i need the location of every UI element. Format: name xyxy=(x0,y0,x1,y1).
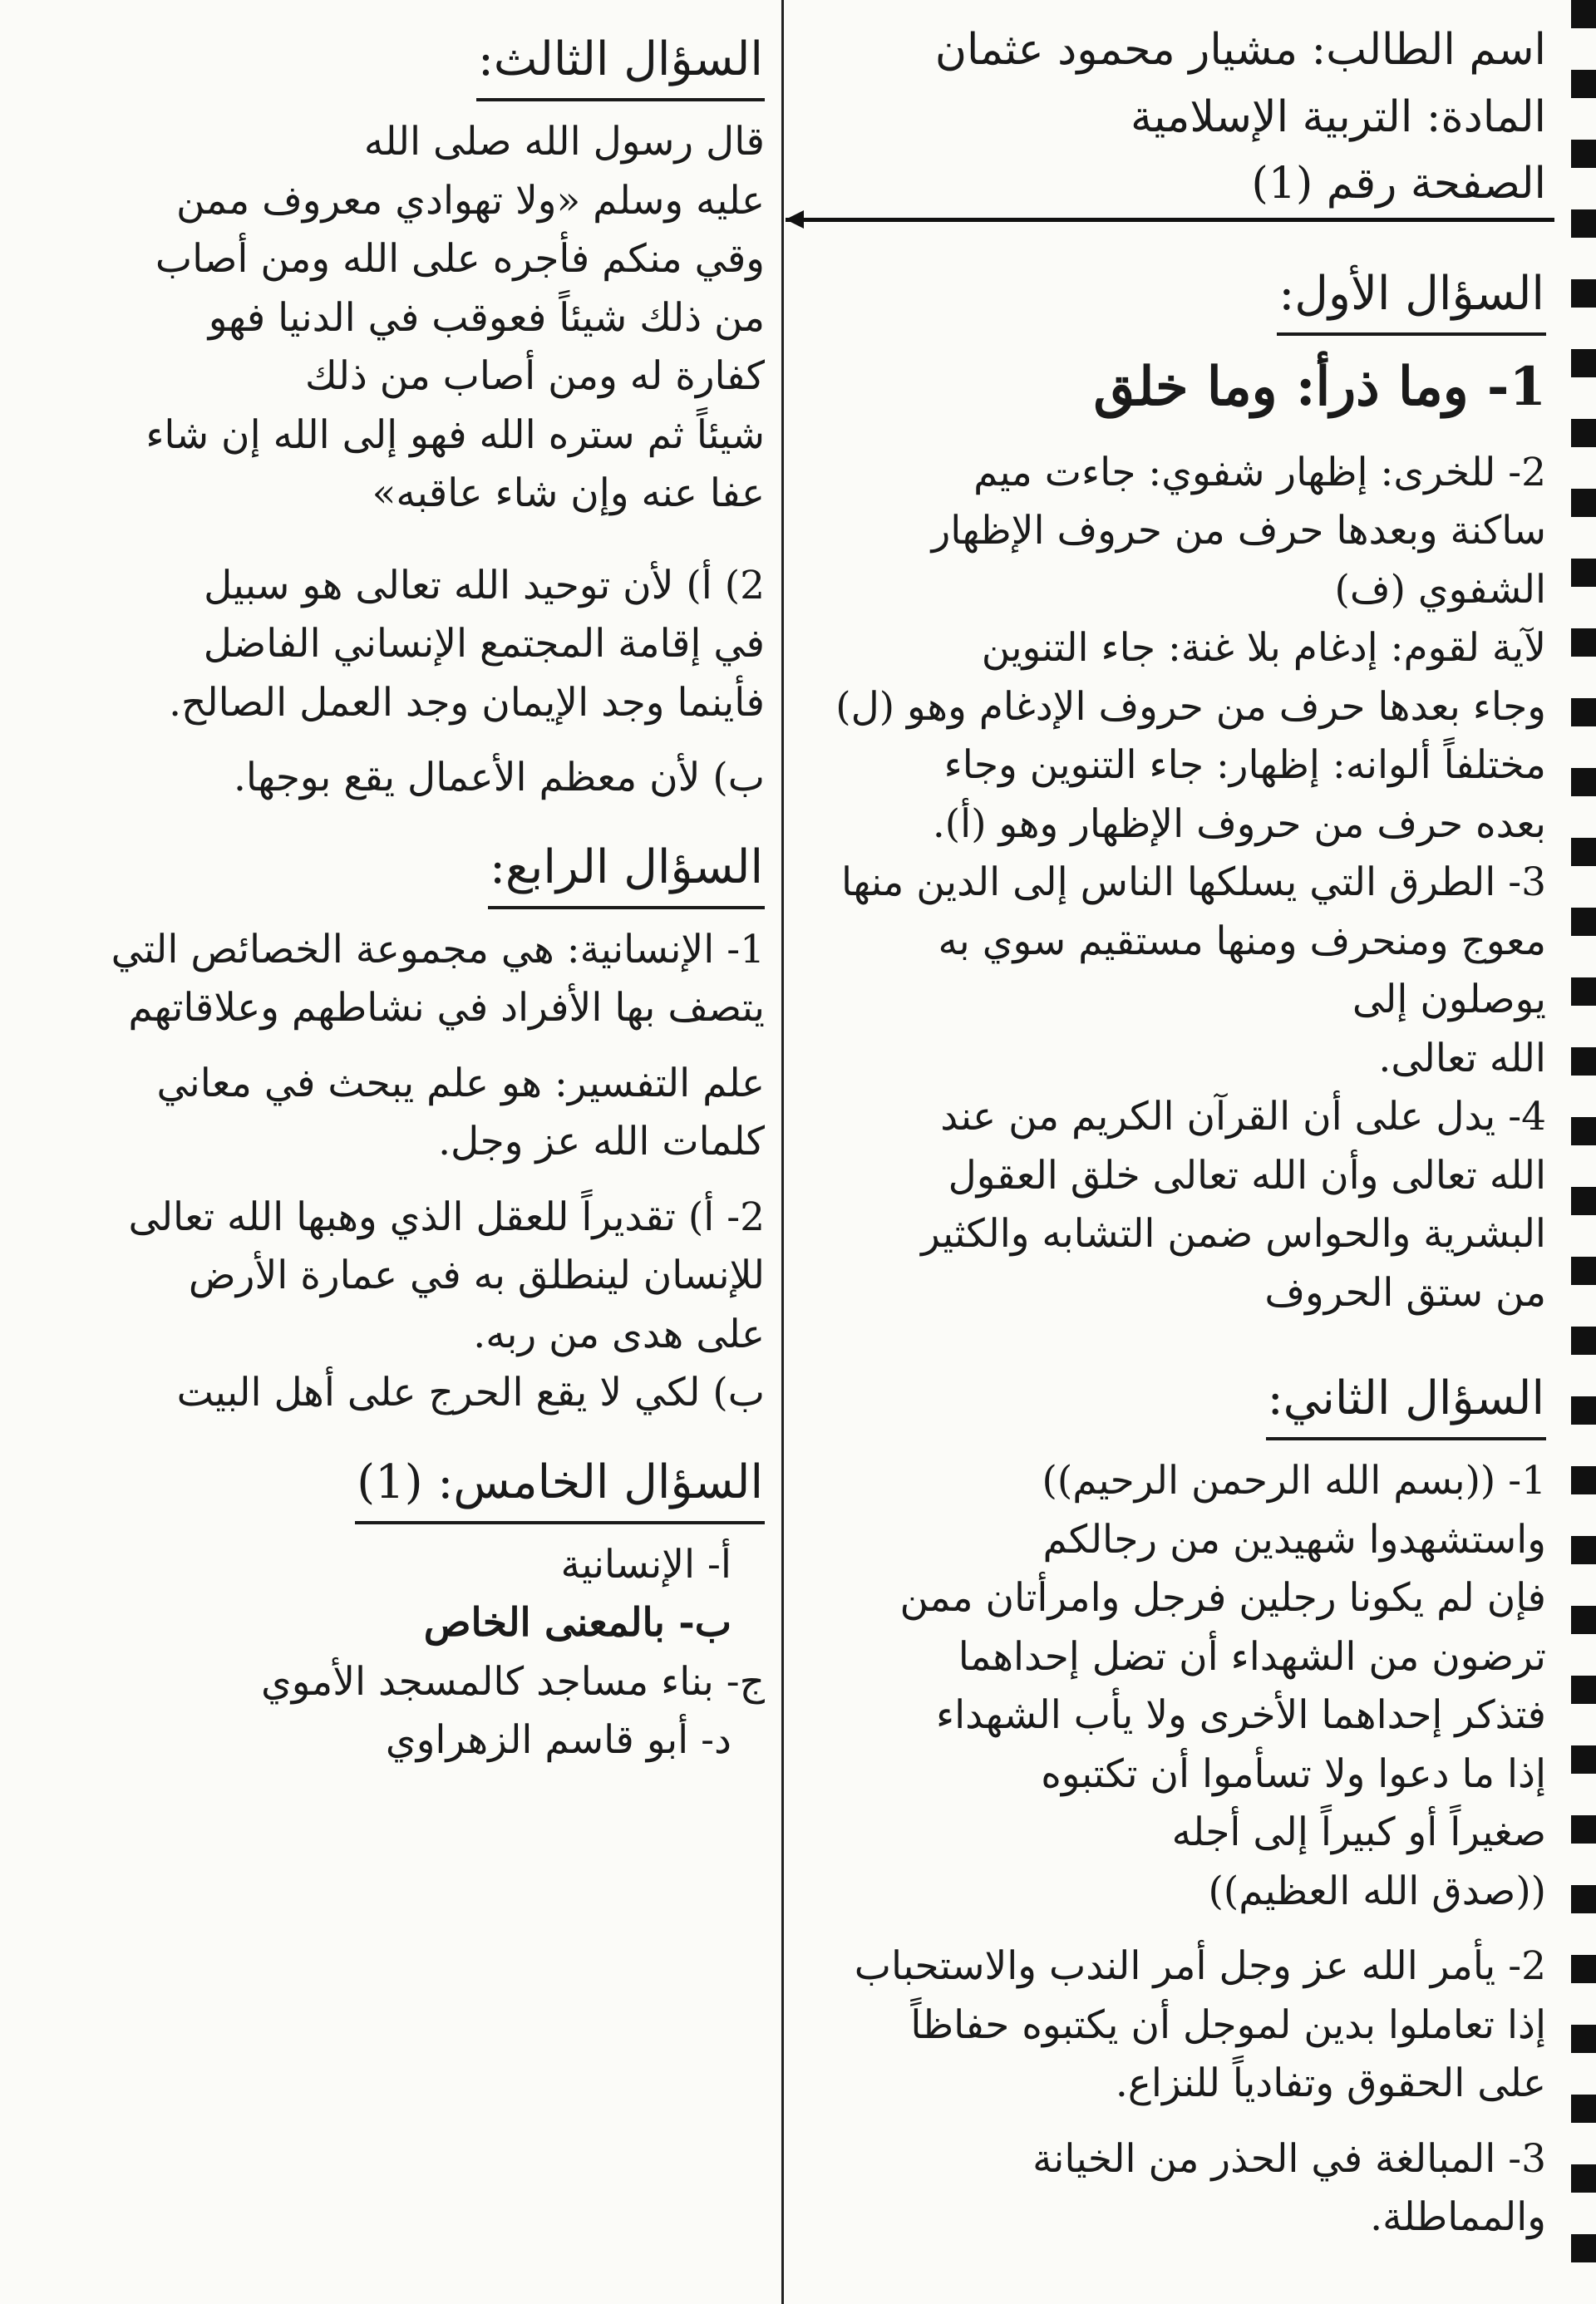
q3-answer-2-line: فأينما وجد الإيمان وجد العمل الصالح. xyxy=(169,679,765,726)
q3-answer-2-line: 2) أ) لأن توحيد الله تعالى هو سبيل xyxy=(204,562,765,608)
q1-answer-1: 1- وما ذرأ: وما خلق xyxy=(1093,355,1546,418)
student-name: اسم الطالب: مشيار محمود عثمان xyxy=(934,25,1546,75)
arrow-icon xyxy=(786,210,804,229)
sheet-header xyxy=(815,17,1546,218)
q1-answer-4-line: الله تعالى وأن الله تعالى خلق العقول xyxy=(948,1152,1546,1199)
page-number: الصفحة رقم (1) xyxy=(1251,159,1546,209)
q2-answer-2-line: على الحقوق وتفادياً للنزاع. xyxy=(1115,2060,1546,2107)
q5-item: ج- بناء مساجد كالمسجد الأموي xyxy=(260,1658,765,1705)
q1-answer-2-line: لآية لقوم: إدغام بلا غنة: جاء التنوين xyxy=(981,625,1546,672)
q2-answer-2-line: 2- يأمر الله عز وجل أمر الندب والاستحباب xyxy=(854,1943,1546,1990)
q4-answer-2-line: للإنسان لينطلق به في عمارة الأرض xyxy=(188,1253,765,1298)
q4-answer-1-line: كلمات الله عز وجل. xyxy=(438,1119,765,1164)
spiral-binding xyxy=(1571,0,1596,2304)
q5-item: د- أبو قاسم الزهراوي xyxy=(385,1717,732,1763)
q3-hadith-line: شيئاً ثم ستره الله فهو إلى الله إن شاء xyxy=(145,411,765,458)
q3-hadith-line: كفارة له ومن أصاب من ذلك xyxy=(304,353,765,399)
q5-item: ب- بالمعنى الخاص xyxy=(423,1600,732,1646)
q1-answer-2-line: مختلفاً ألوانه: إظهار: جاء التنوين وجاء xyxy=(943,742,1546,789)
q2-answer-1-line: 1- ((بسم الله الرحمن الرحيم)) xyxy=(1042,1458,1546,1504)
q2-answer-1-line: فتذكر إحداهما الأخرى ولا يأب الشهداء xyxy=(935,1692,1546,1739)
q4-answer-2-line: ب) لكي لا يقع الحرج على أهل البيت xyxy=(176,1370,765,1415)
q4-answer-1-line: 1- الإنسانية: هي مجموعة الخصائص التي xyxy=(111,926,765,972)
q1-answer-2-line: ساكنة وبعدها حرف من حروف الإظهار الشفوي (ف) xyxy=(931,508,1546,613)
q2-answer-3-line: والمماطلة. xyxy=(1370,2194,1546,2241)
q3-hadith-line: وقي منكم فأجره على الله ومن أصاب xyxy=(155,236,765,282)
q2-answer-1-line: صغيراً أو كبيراً إلى أجله xyxy=(1171,1809,1546,1856)
q1-answer-4-line: البشرية والحواس ضمن التشابه والكثير xyxy=(921,1211,1546,1258)
q2-answer-3-line: 3- المبالغة في الحذر من الخيانة xyxy=(1032,2135,1546,2182)
q4-answer-2-line: 2- أ) تقديراً للعقل الذي وهبها الله تعالى xyxy=(128,1194,765,1240)
q3-hadith-line: عفا عنه وإن شاء عاقبه» xyxy=(372,470,765,516)
question-3-title: السؤال الثالث: xyxy=(476,25,765,101)
column-divider xyxy=(781,0,784,2304)
q1-answer-3-line: 3- الطرق التي يسلكها الناس إلى الدين منها xyxy=(841,859,1546,906)
q1-answer-2-line: 2- للخرى: إظهار شفوي: جاءت ميم xyxy=(973,449,1546,495)
q3-hadith-line: من ذلك شيئاً فعوقب في الدنيا فهو xyxy=(208,294,765,341)
left-column xyxy=(17,17,765,1770)
q2-answer-1-line: ترضون من الشهداء أن تضل إحداهما xyxy=(958,1633,1546,1680)
question-5-title: السؤال الخامس: (1) xyxy=(355,1448,765,1524)
q2-answer-1-line: إذا ما دعوا ولا تسأموا أن تكتبوه xyxy=(1041,1750,1546,1797)
q3-hadith-line: قال رسول الله صلى الله xyxy=(363,119,765,165)
q3-answer-2-line: ب) لأن معظم الأعمال يقع بوجها. xyxy=(233,755,765,800)
question-4-title: السؤال الرابع: xyxy=(488,833,765,909)
q3-hadith-line: عليه وسلم «ولا تهوادي معروف ممن xyxy=(176,177,765,224)
q2-answer-2-line: إذا تعاملوا بدين لموجل أن يكتبوه حفاظاً xyxy=(910,2001,1546,2048)
q1-answer-3-line: الله تعالى. xyxy=(1378,1035,1546,1081)
q4-answer-1-line: علم التفسير: هو علم يبحث في معاني xyxy=(156,1060,765,1106)
q4-answer-1-line: يتصف بها الأفراد في نشاطهم وعلاقاتهم xyxy=(128,985,765,1031)
q1-answer-2-line: بعده حرف من حروف الإظهار وهو (أ). xyxy=(932,800,1546,847)
question-2-title: السؤال الثاني: xyxy=(1266,1364,1546,1440)
q3-answer-2-line: في إقامة المجتمع الإنساني الفاضل xyxy=(203,621,765,667)
right-column xyxy=(815,17,1546,2247)
q2-answer-1-line: ((صدق الله العظيم)) xyxy=(1208,1868,1546,1914)
q1-answer-4-line: 4- يدل على أن القرآن الكريم من عند xyxy=(940,1094,1546,1140)
q1-answer-3-line: معوج ومنحرف ومنها مستقيم سوي به يوصلون إلى xyxy=(938,918,1546,1023)
q1-answer-4-line: من ستق الحروف xyxy=(1264,1269,1546,1316)
q2-answer-1-line: فإن لم يكونا رجلين فرجل وامرأتان ممن xyxy=(899,1575,1546,1622)
q1-answer-2-line: وجاء بعدها حرف من حروف الإدغام وهو (ل) xyxy=(835,683,1546,730)
q2-answer-1-line: واستشهدوا شهيدين من رجالكم xyxy=(1042,1516,1546,1563)
q4-answer-2-line: على هدى من ربه. xyxy=(473,1311,765,1357)
subject-name: المادة: التربية الإسلامية xyxy=(1130,91,1546,142)
question-1-title: السؤال الأول: xyxy=(1277,259,1546,336)
q5-item: أ- الإنسانية xyxy=(560,1541,732,1588)
